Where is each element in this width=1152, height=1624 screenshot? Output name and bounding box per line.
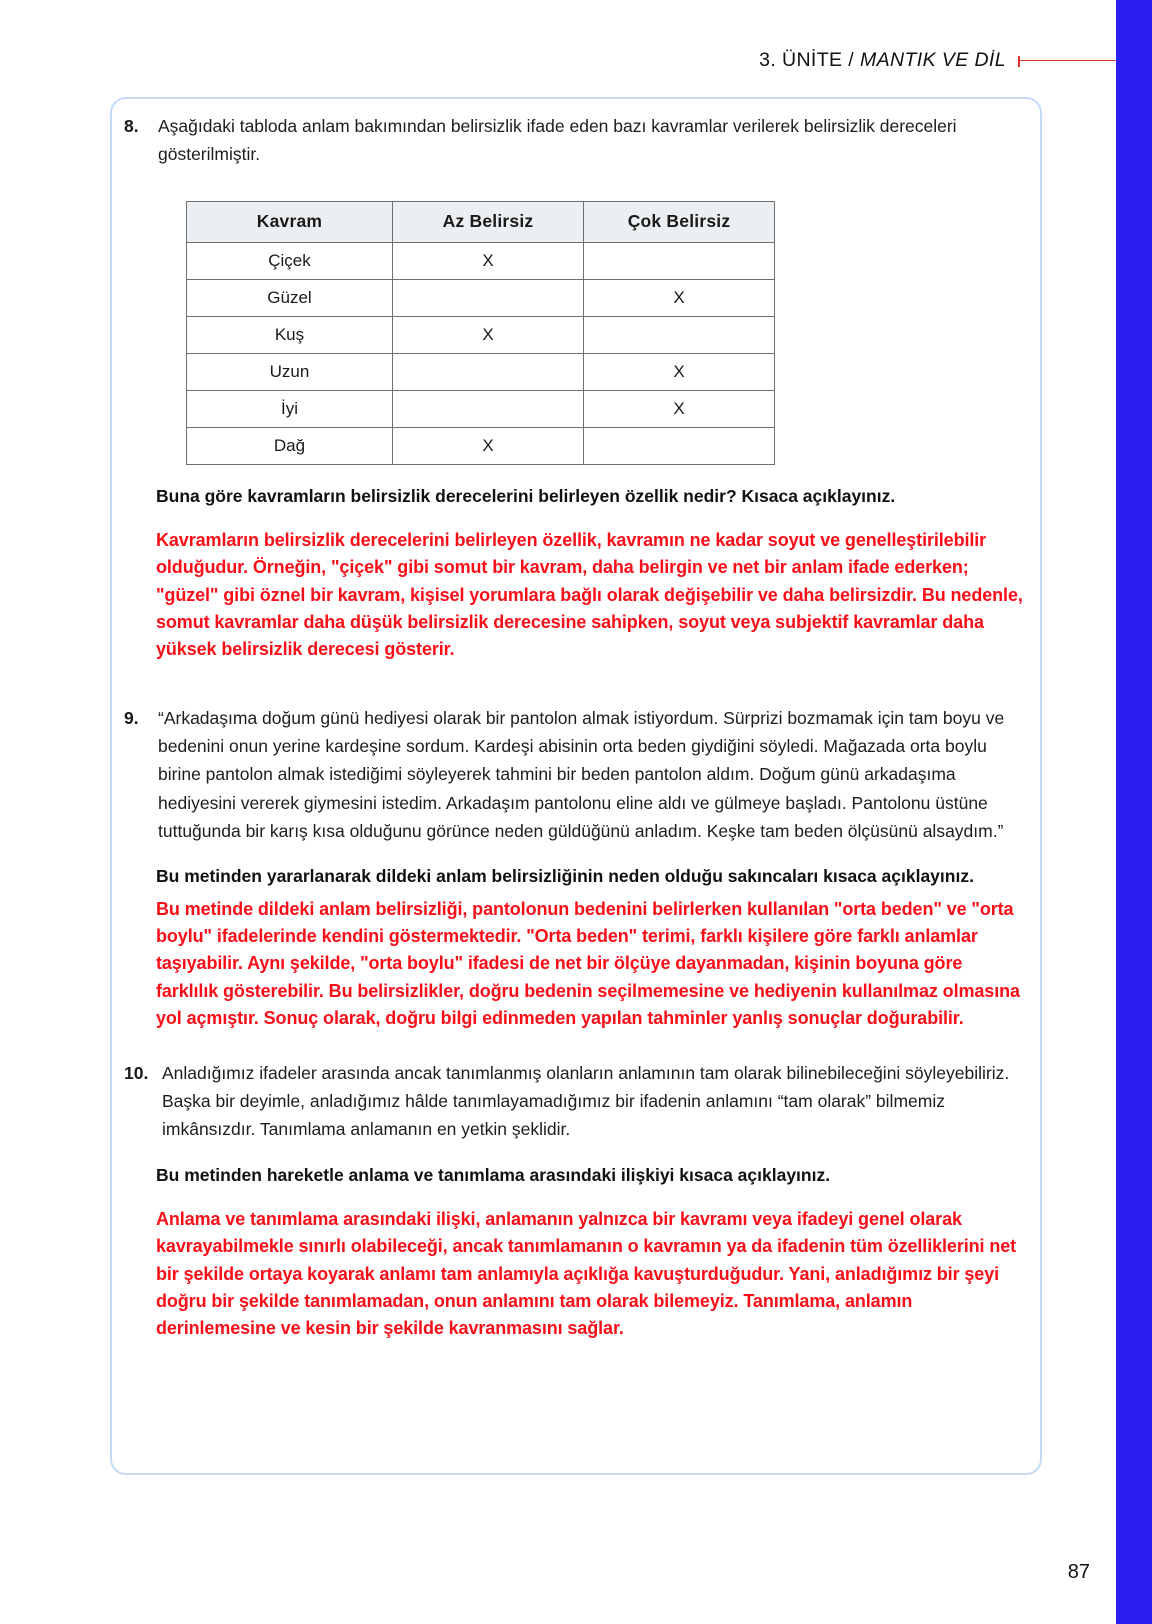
question-10-number: 10. [124,1062,149,1083]
table-row [187,242,775,279]
table-row [187,279,775,316]
cell-cok-belirsiz: X [584,279,775,316]
cell-kavram: Dağ [187,427,393,464]
question-8-answer: Kavramların belirsizlik derecelerini belirleyen özellik, kavramın ne kadar soyut ve genelleştirilebilir olduğudur. Örneğin, "çiçek" gibi somut bir kavram, daha belirgin ve net bir anlam ifade ederken; "güzel" gibi öznel bir kavram, kişisel yorumlara bağlı olarak değişebilir ve daha belirsizdir. Bu nedenle, somut kavramlar daha düşük belirsizlik derecesine sahipken, soyut veya subjektif kavramlar daha yüksek belirsizlik derecesi gösterir. [156,529,1023,660]
cell-kavram: İyi [187,390,393,427]
table-row [187,427,775,464]
page-spine-bar [1116,0,1152,1624]
concepts-table [186,201,775,465]
question-10 [124,1059,1024,1144]
concepts-table-wrapper [186,201,1024,465]
cell-az-belirsiz: X [393,242,584,279]
question-8-number: 8. [124,116,139,136]
spacer [124,664,1024,704]
question-10-text: Anladığımız ifadeler arasında ancak tanımlanmış olanların anlamının tam olarak bilinebileceğini söyleyebiliriz. Başka bir deyimle, anladığımız hâlde tanımlayamadığımız bir ifadenin anlamını “tam olarak” bilmemiz imkânsızdır. Tanımlama anlamanın en yetkin şeklidir. [162,1062,1010,1140]
unit-title [759,49,1006,72]
cell-cok-belirsiz [584,427,775,464]
column-header-cok-belirsiz: Çok Belirsiz [584,201,775,242]
question-9-prompt: Bu metinden yararlanarak dildeki anlam belirsizliğinin neden olduğu sakıncaları kısaca açıklayınız. [156,866,974,887]
cell-kavram: Çiçek [187,242,393,279]
question-10-prompt: Bu metinden hareketle anlama ve tanımlama arasındaki ilişkiyi kısaca açıklayınız. [156,1164,831,1185]
cell-kavram: Kuş [187,316,393,353]
question-10-answer: Anlama ve tanımlama arasındaki ilişki, anlamanın yalnızca bir kavramı veya ifadeyi genel olarak kavrayabilmekle sınırlı olabileceği, ancak tanımlamanın o kavramın ya da ifadenin tüm özelliklerini net bir şekilde ortaya koyarak anlamı tam anlamıyla açıklığa kavuşturduğudur. Yani, anladığımız bir şeyi doğru bir şekilde tanımlamadan, onun anlamını tam olarak bilemeyiz. Tanımlama, anlamın derinlemesine ve kesin bir şekilde kavranmasını sağlar. [156,1208,1017,1339]
question-9-text: “Arkadaşıma doğum günü hediyesi olarak bir pantolon almak istiyordum. Sürprizi bozmamak için tam boyu ve bedenini onun yerine kardeşine sordum. Kardeşi abisinin orta beden giydiğini söyledi. Mağazada orta boylu birine pantolon almak istediğimi söyleyerek tahmini bir beden pantolon aldım. Doğum günü arkadaşıma hediyesini vererek giymesini istedim. Arkadaşım pantolonu eline aldı ve gülmeye başladı. Pantolonu üstüne tuttuğunda bir karış kısa olduğunu görünce neden güldüğünü anladım. Keşke tam beden ölçüsünü alsaydım.” [158,707,1005,842]
question-8 [124,112,1024,169]
table-row [187,353,775,390]
unit-prefix: 3. ÜNİTE / [759,48,855,71]
unit-name: MANTIK VE DİL [859,48,1006,71]
question-9-answer: Bu metinde dildeki anlam belirsizliği, pantolonun bedenini belirlerken kullanılan "orta beden" ve "orta boylu" ifadelerinde kendini göstermektedir. "Orta beden" terimi, farklı kişilere göre farklı anlamlar taşıyabilir. Aynı şekilde, "orta boylu" ifadesi de net bir ölçüye dayanmadan, kişinin boyuna göre farklılık gösterebilir. Bu belirsizlikler, doğru bedenin seçilmemesine ve hediyenin kullanılmaz olmasına yol açmıştır. Sonuç olarak, doğru bilgi edinmeden yapılan tahminler yanlış sonuçlar doğurabilir. [156,898,1020,1029]
cell-az-belirsiz [393,353,584,390]
cell-az-belirsiz: X [393,427,584,464]
question-9 [124,704,1024,846]
cell-cok-belirsiz: X [584,390,775,427]
page-number: 87 [1067,1561,1090,1583]
header-accent-rule [1018,60,1116,61]
cell-cok-belirsiz [584,242,775,279]
question-8-prompt: Buna göre kavramların belirsizlik derecelerini belirleyen özellik nedir? Kısaca açıklayınız. [156,485,896,506]
table-row [187,390,775,427]
cell-kavram: Güzel [187,279,393,316]
cell-az-belirsiz [393,279,584,316]
spacer [124,1033,1024,1059]
cell-cok-belirsiz [584,316,775,353]
cell-kavram: Uzun [187,353,393,390]
cell-az-belirsiz [393,390,584,427]
column-header-kavram: Kavram [187,201,393,242]
page-content [124,112,1024,1343]
question-9-number: 9. [124,707,139,728]
cell-az-belirsiz: X [393,316,584,353]
question-8-text: Aşağıdaki tabloda anlam bakımından belirsizlik ifade eden bazı kavramlar verilerek belirsizlik dereceleri gösterilmiştir. [158,116,957,165]
table-row [187,316,775,353]
table-header-row [187,201,775,242]
cell-cok-belirsiz: X [584,353,775,390]
running-header [0,42,1116,78]
column-header-az-belirsiz: Az Belirsiz [393,201,584,242]
